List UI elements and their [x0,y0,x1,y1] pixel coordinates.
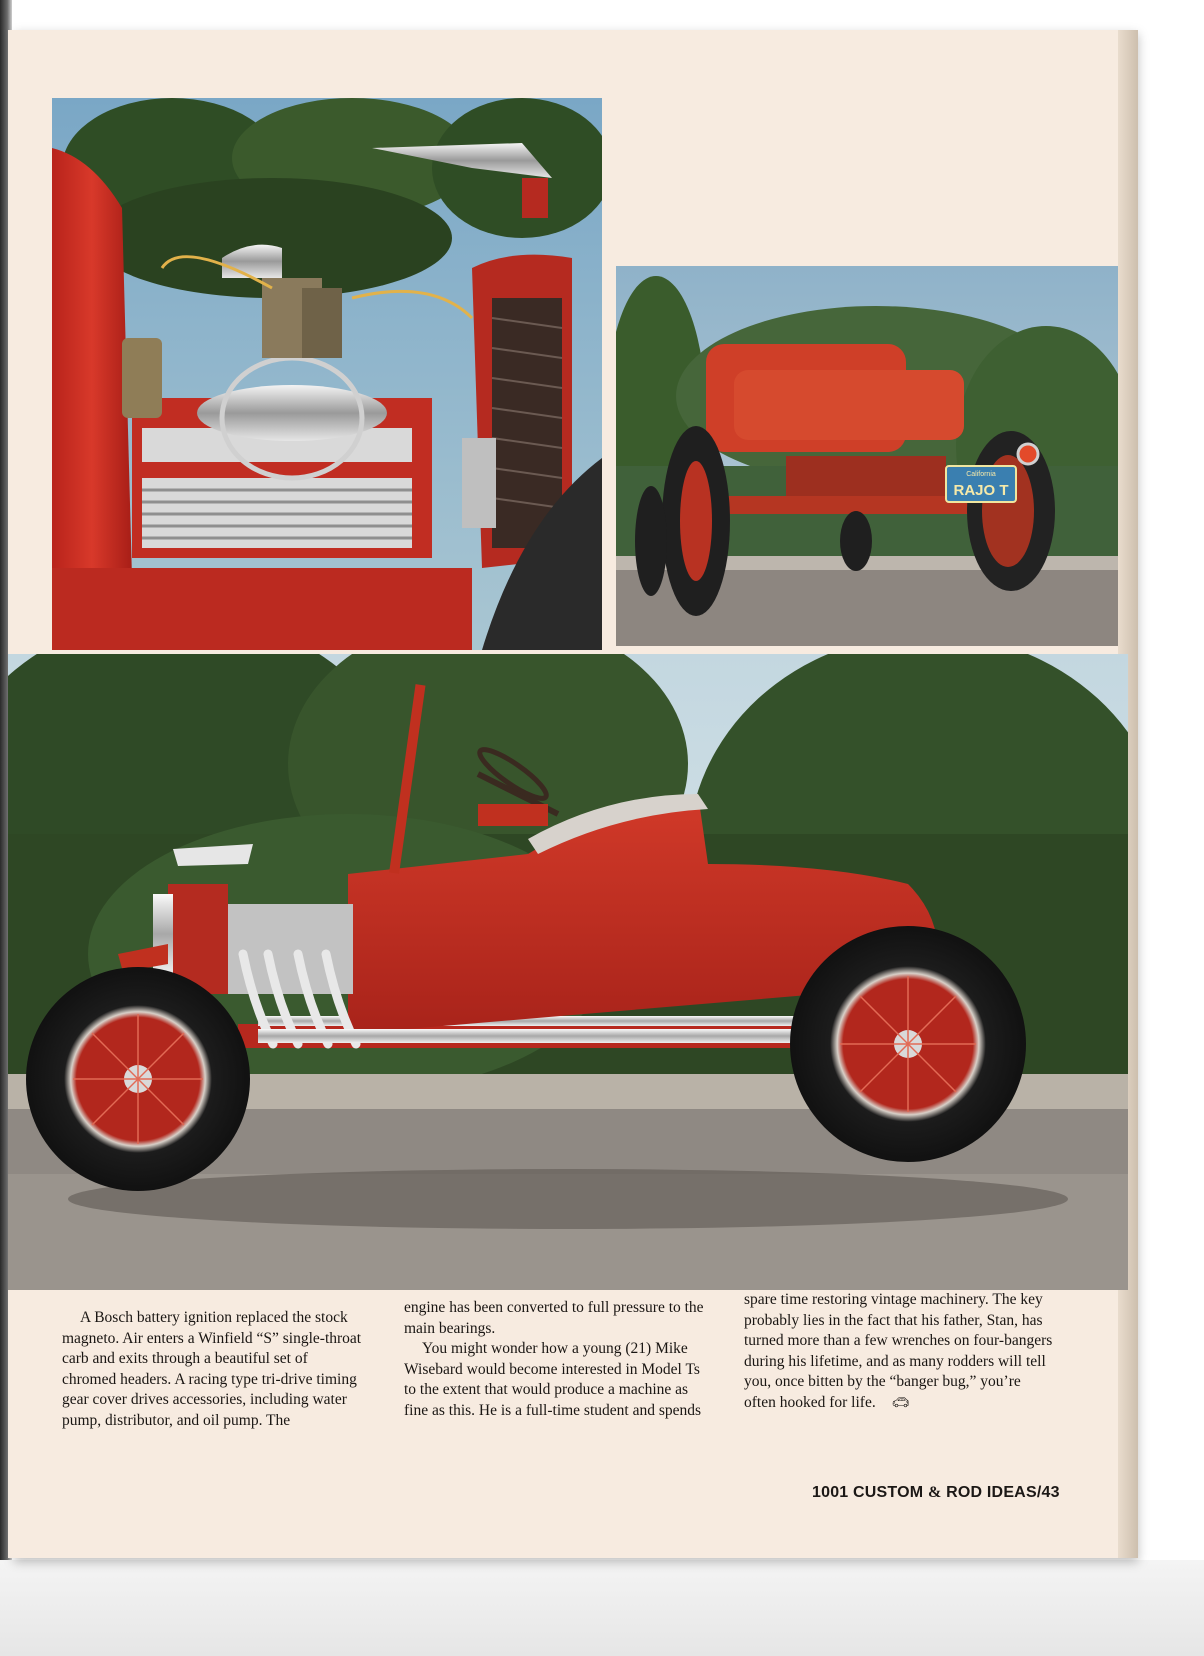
column-3-paragraph [744,1290,1054,1413]
plate-text: RAJO T [953,482,1009,499]
column-2-paragraph-1: engine has been converted to full pressure to the main bearings. [404,1299,704,1337]
folio-separator: / [1036,1484,1042,1501]
engine-photo [52,98,602,650]
rear-view-photo [616,266,1118,646]
plate-state: California [966,471,996,478]
column-1-paragraph: A Bosch battery ignition replaced the stock magneto. Air enters a Winfield “S” single-throat carb and exits through a beautiful set of chromed headers. A racing type tri-drive timing gear cover drives accessories, including water pump, distributor, and oil pump. The [62,1309,362,1429]
page-folio [812,1484,1060,1502]
article-column-1 [62,1308,362,1431]
folio-magazine-part1: 1001 CUSTOM [812,1484,928,1501]
scan-bottom-margin [0,1560,1204,1656]
article-column-3 [744,1290,1054,1413]
column-2-paragraph-2: You might wonder how a young (21) Mike Wisebard would become interested in Model Ts to the extent that would produce a machine as fine as this. He is a full-time student and spends [404,1340,702,1419]
folio-ampersand: & [927,1484,942,1501]
car-end-mark-icon: 🚗︎ [891,1394,910,1411]
page-number: 43 [1041,1484,1060,1501]
column-3-text: spare time restoring vintage machinery. The key probably lies in the fact that his father, Stan, has turned more than a few wrenches on four-bangers during his lifetime, and as many rodders will tell you, once bitten by the “banger bug,” you’re often hooked for life. [744,1291,1053,1411]
article-column-2 [404,1298,704,1421]
side-view-photo [8,654,1128,1290]
folio-magazine-part2: ROD IDEAS [941,1484,1037,1501]
